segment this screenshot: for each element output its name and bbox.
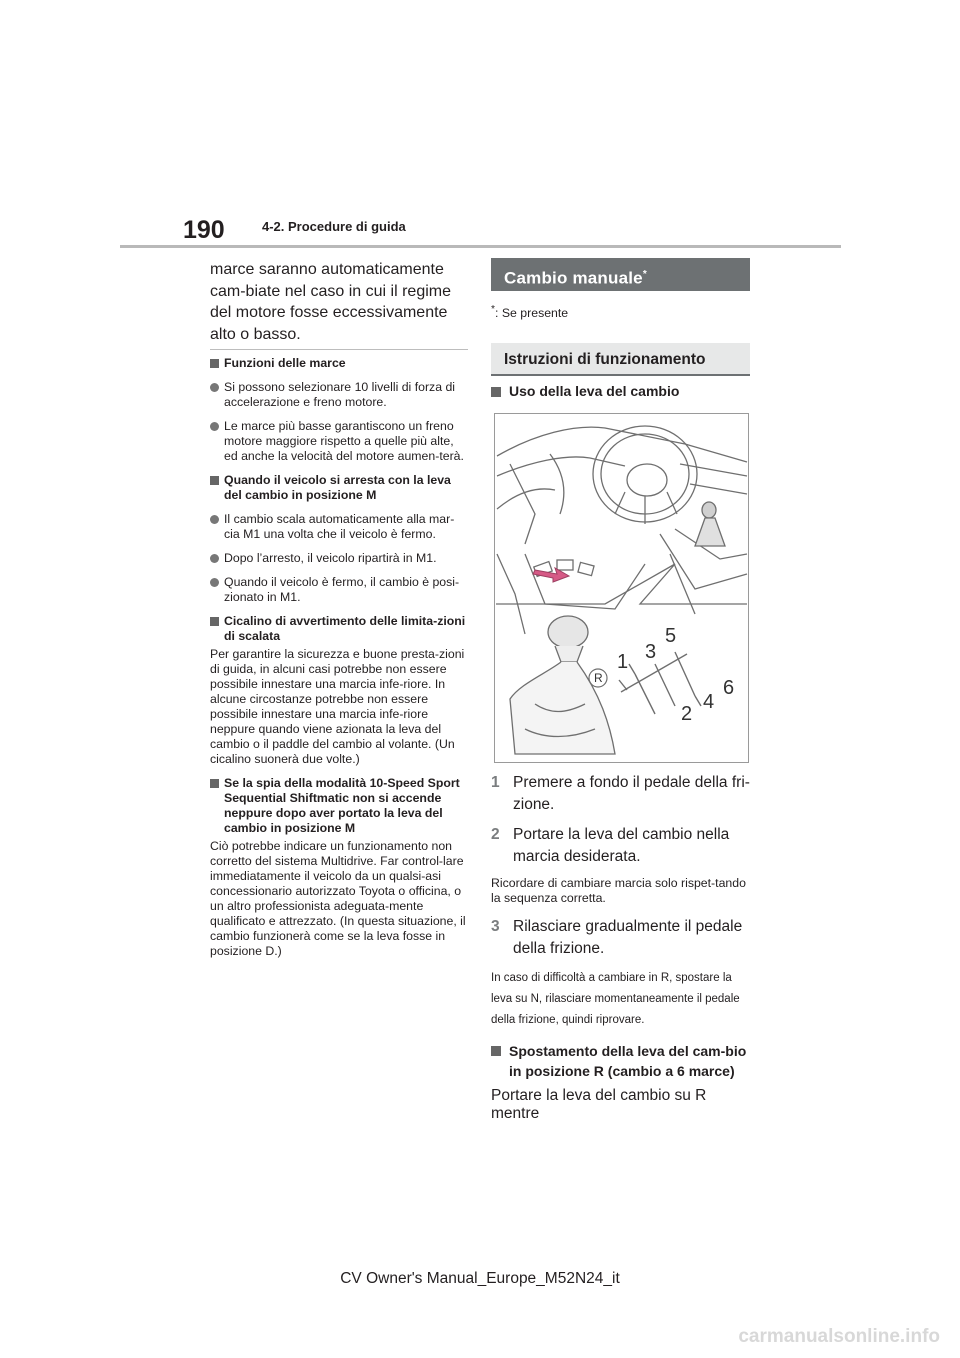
note-text: Ricordare di cambiare marcia solo rispet-tando la sequenza corretta. (491, 876, 746, 905)
step-item (491, 824, 751, 868)
heading-gear-functions: Funzioni delle marce (210, 356, 470, 371)
section-title: 4-2. Procedure di guida (262, 219, 406, 234)
illustration-svg (495, 414, 748, 762)
section-bar-manual-transmission (491, 258, 750, 291)
bullet-item: Il cambio scala automaticamente alla mar-cia M1 una volta che il veicolo è fermo. (210, 512, 470, 542)
asterisk-mark: * (642, 269, 647, 280)
left-column (210, 356, 470, 959)
footnote-text: : Se presente (495, 306, 569, 321)
subsection-bar: Istruzioni di funzionamento (491, 343, 750, 376)
intro-text: marce saranno automaticamente cam-biate nel caso in cui il regime del motore fosse eccessivamente alto o basso. (210, 261, 451, 343)
gear-label-r: R (594, 671, 603, 685)
watermark: carmanualsonline.info (738, 1326, 940, 1347)
gear-label-1: 1 (617, 651, 629, 673)
gear-labels (594, 625, 734, 725)
bullet-item: Si possono selezionare 10 livelli di forza di accelerazione e freno motore. (210, 380, 470, 410)
step-number: 3 (491, 918, 500, 935)
step-text: Premere a fondo il pedale della fri-zione. (513, 774, 750, 813)
step-number: 2 (491, 826, 500, 843)
note-text: In caso di difficoltà a cambiare in R, spostare la leva su N, rilasciare momentaneamente il pedale della frizione, quindi riprovare. (491, 972, 740, 1026)
gear-label-6: 6 (723, 677, 735, 699)
footnote (491, 304, 568, 320)
paragraph: Portare la leva del cambio su R mentre (491, 1087, 707, 1122)
step-item (491, 916, 751, 960)
subheading-lever-use: Uso della leva del cambio (491, 383, 679, 399)
paragraph: Ciò potrebbe indicare un funzionamento non corretto del sistema Multidrive. Far control-lare immediatamente il veicolo da un qualsi-asi concessionario autorizzato Toyota o officina, o un altro professionista adeguata-mente qualificato e attrezzato. (In questa situazione, il cambio funzionerà come se la leva fosse in posizione D.) (210, 839, 466, 958)
page-number: 190 (183, 216, 225, 244)
gear-label-3: 3 (645, 641, 657, 663)
step-item (491, 772, 751, 816)
step-number: 1 (491, 774, 500, 791)
gear-label-5: 5 (665, 625, 677, 647)
paragraph: Per garantire la sicurezza e buone presta-zioni di guida, in alcuni casi potrebbe non essere possibile innestare una marcia infe-riore. In alcune circostanze potrebbe non essere possibile innestare una marcia infe-riore neppure quando viene azionata la leva del cambio o il paddle del cambio al volante. (Un cicalino suonerà due volte.) (210, 647, 465, 766)
asterisk-mark: * (491, 304, 495, 315)
bullet-item: Dopo l’arresto, il veicolo ripartirà in M1. (210, 551, 470, 566)
step-text: Portare la leva del cambio nella marcia desiderata. (513, 826, 730, 865)
step-text: Rilasciare gradualmente il pedale della frizione. (513, 918, 743, 957)
right-column-steps (491, 772, 751, 1123)
header-divider (120, 245, 841, 248)
heading-buzzer: Cicalino di avvertimento delle limita-zioni di scalata (210, 614, 470, 644)
bullet-item: Quando il veicolo è fermo, il cambio è posi-zionato in M1. (210, 575, 470, 605)
heading-indicator: Se la spia della modalità 10-Speed Sport Sequential Shiftmatic non si accende neppure dopo aver portato la leva del cambio in posizione M (210, 776, 470, 836)
gear-lever-illustration (494, 413, 749, 763)
column-divider (210, 349, 468, 350)
section-title-text: Cambio manuale (504, 268, 643, 288)
heading-vehicle-stop: Quando il veicolo si arresta con la leva del cambio in posizione M (210, 473, 470, 503)
bullet-item: Le marce più basse garantiscono un freno motore maggiore rispetto a quelle più alte, ed anche la velocità del motore aumen-terà. (210, 419, 470, 464)
footer-text: CV Owner's Manual_Europe_M52N24_it (340, 1270, 620, 1287)
gear-label-4: 4 (703, 691, 715, 713)
subheading-reverse: Spostamento della leva del cam-bio in posizione R (cambio a 6 marce) (491, 1041, 751, 1081)
gear-label-2: 2 (681, 703, 693, 725)
